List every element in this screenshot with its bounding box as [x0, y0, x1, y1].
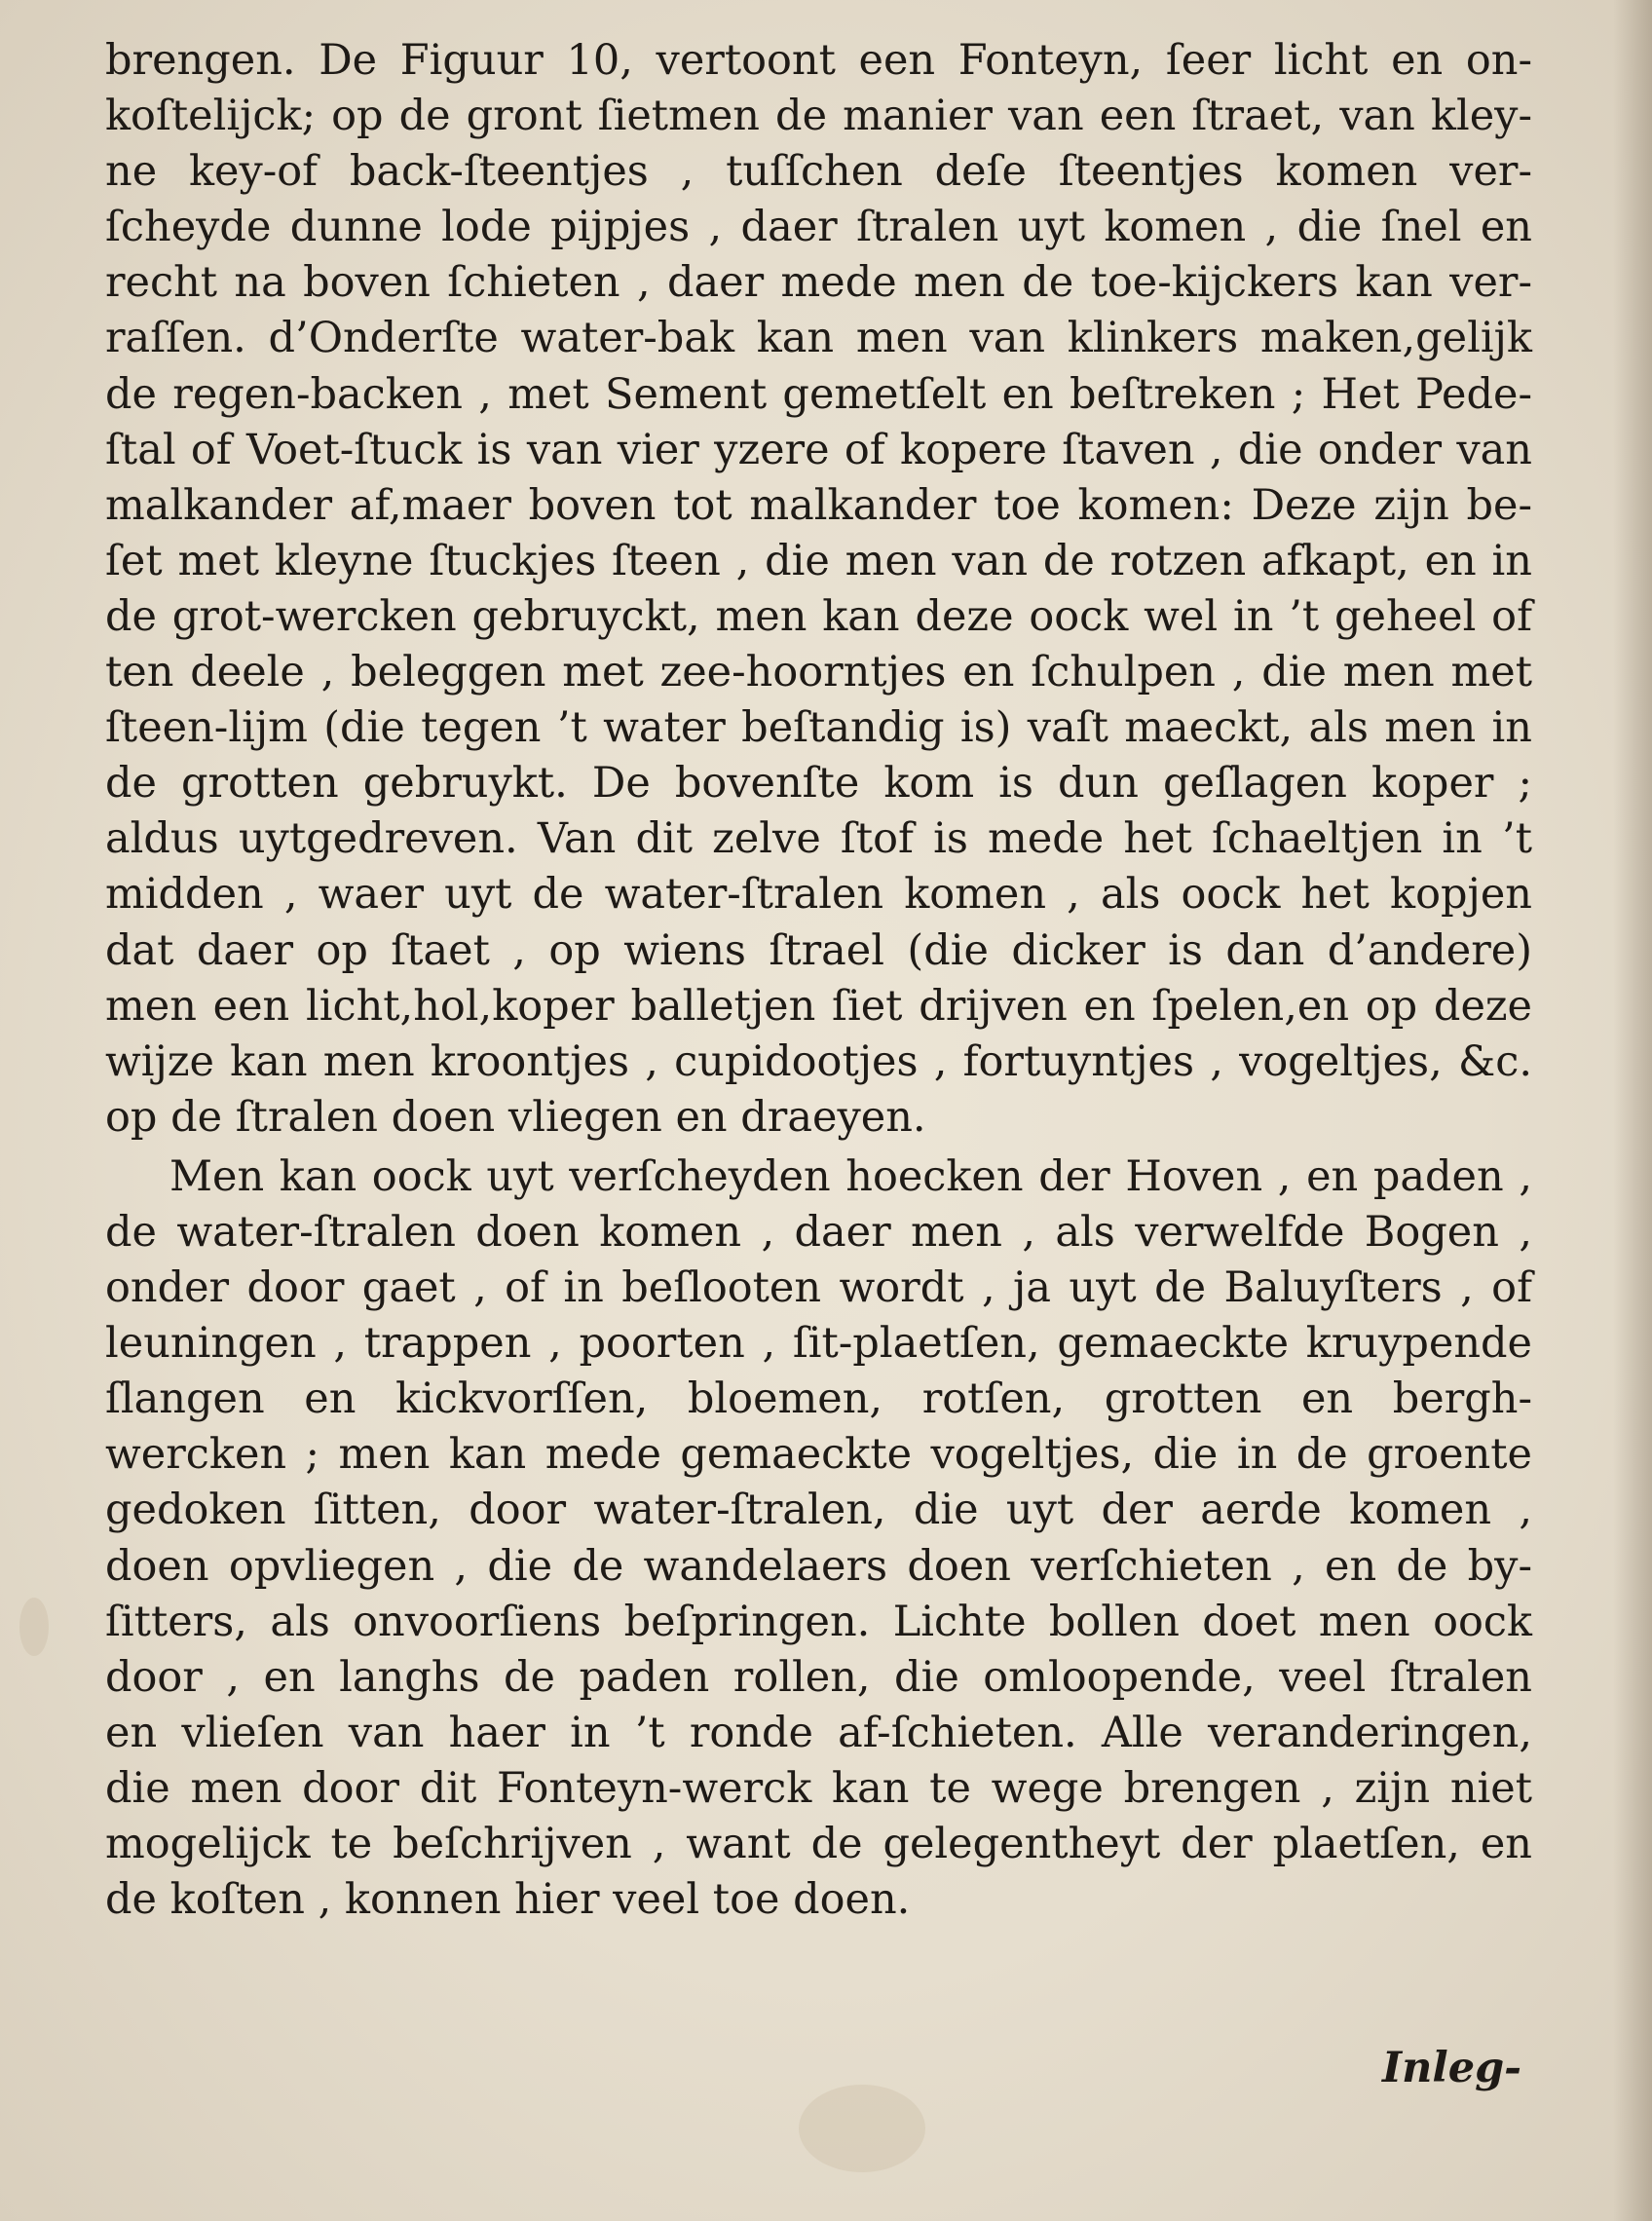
text-line: ne key-of back-ſteentjes , tuſſchen deſe ſteentjes komen ver-: [105, 147, 1532, 197]
text-line: de grotten gebruykt. De bovenſte kom is dun geſlagen koper ;: [105, 759, 1532, 809]
paragraph-2: [105, 1149, 1532, 1928]
text-line: mogelijck te beſchrijven , want de gelegentheyt der plaetſen, en: [105, 1820, 1532, 1868]
text-line: de grot-wercken gebruyckt, men kan deze oock wel in ’t geheel of: [105, 591, 1532, 641]
text-line: ſitters, als onvoorſiens beſpringen. Lichte bollen doet men oock: [105, 1597, 1532, 1646]
text-line: dat daer op ſtaet , op wiens ſtrael (die dicker is dan d’andere): [105, 925, 1532, 975]
text-line: brengen. De Figuur 10, vertoont een Fonteyn, ſeer licht en on-: [105, 36, 1532, 85]
text-line: ten deele , beleggen met zee-hoorntjes en ſchulpen , die men met: [105, 648, 1532, 697]
text-line: op de ſtralen doen vliegen en draeyen.: [105, 1092, 926, 1142]
text-line: die men door dit Fonteyn-werck kan te wege brengen , zijn niet: [105, 1763, 1532, 1813]
text-line: malkander af,maer boven tot malkander toe komen: Deze zijn be-: [105, 480, 1532, 530]
text-line: leuningen , trappen , poorten , ſit-plaetſen, gemaeckte kruypende: [105, 1319, 1532, 1369]
text-line: wijze kan men kroontjes , cupidootjes , fortuyntjes , vogeltjes, &c.: [105, 1036, 1532, 1086]
text-line: ſtal of Voet-ſtuck is van vier yzere of kopere ſtaven , die onder van: [105, 425, 1532, 474]
text-line: de water-ſtralen doen komen , daer men , als verwelfde Bogen ,: [105, 1207, 1532, 1257]
text-line: wercken ; men kan mede gemaeckte vogeltjes, die in de groente: [105, 1430, 1532, 1480]
text-line: de koſten , konnen hier veel toe doen.: [105, 1875, 911, 1925]
text-line: ſlangen en kickvorſſen, bloemen, rotſen, grotten en bergh-: [105, 1374, 1532, 1424]
paragraph-1: [105, 33, 1532, 1146]
body-text: [105, 33, 1532, 1928]
text-line: de regen-backen , met Sement gemetſelt en beſtreken ; Het Pede-: [105, 369, 1532, 419]
text-line: aldus uytgedreven. Van dit zelve ſtof is mede het ſchaeltjen in ’t: [105, 814, 1532, 864]
catchword: Inleg-: [1382, 2044, 1521, 2092]
paper-stain: [799, 2085, 925, 2172]
text-line: ſet met kleyne ſtuckjes ſteen , die men van de rotzen afkapt, en in: [105, 536, 1532, 585]
text-line: gedoken ſitten, door water-ſtralen, die uyt der aerde komen ,: [105, 1486, 1532, 1535]
page-edge-shadow: [1613, 0, 1652, 2221]
text-line: Men kan oock uyt verſcheyden hoecken der Hoven , en paden ,: [169, 1151, 1532, 1201]
text-line: door , en langhs de paden rollen, die omloopende, veel ſtralen: [105, 1652, 1532, 1702]
text-line: onder door gaet , of in beſlooten wordt , ja uyt de Baluyſters , of: [105, 1263, 1532, 1313]
text-line: en vlieſen van haer in ’t ronde af-ſchieten. Alle veranderingen,: [105, 1708, 1532, 1757]
text-line: men een licht,hol,koper balletjen ſiet drijven en ſpelen,en op deze: [105, 981, 1532, 1031]
paper-stain: [19, 1598, 49, 1656]
text-line: ſcheyde dunne lode pijpjes , daer ſtralen uyt komen , die ſnel en: [105, 203, 1532, 252]
text-line: doen opvliegen , die de wandelaers doen verſchieten , en de by-: [105, 1541, 1532, 1591]
text-line: koſtelijck; op de gront ſietmen de manier van een ſtraet, van kley-: [105, 92, 1532, 141]
text-line: recht na boven ſchieten , daer mede men de toe-kijckers kan ver-: [105, 258, 1532, 308]
text-line: ſteen-lijm (die tegen ’t water beſtandig is) vaſt maeckt, als men in: [105, 703, 1532, 753]
text-line: raſſen. d’Onderſte water-bak kan men van klinkers maken,gelijk: [105, 314, 1532, 363]
text-line: midden , waer uyt de water-ſtralen komen , als oock het kopjen: [105, 870, 1532, 920]
